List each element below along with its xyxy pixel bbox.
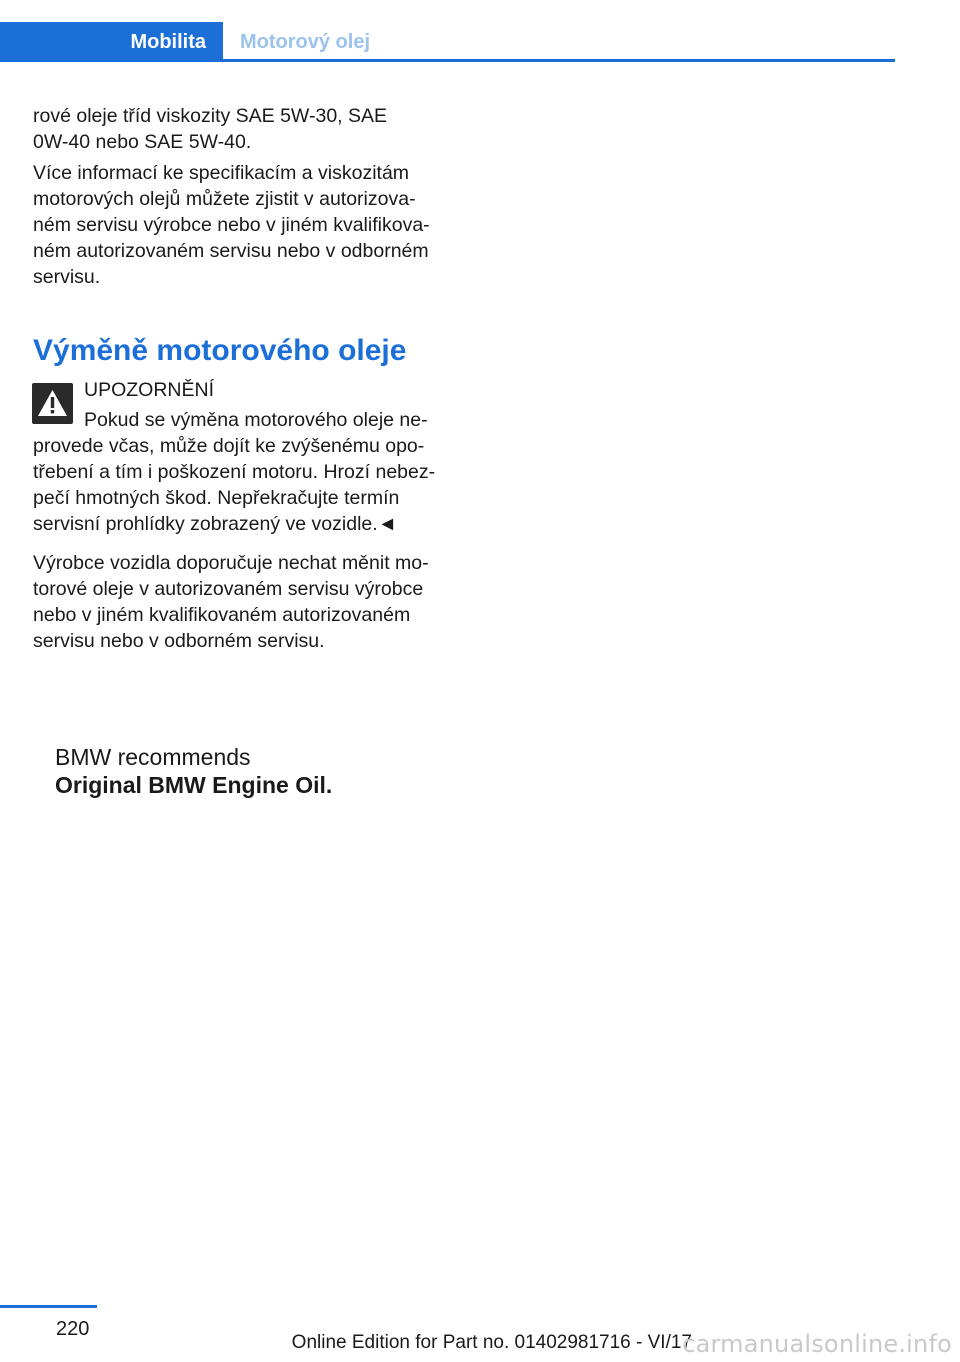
bmw-engine-oil-line: Original BMW Engine Oil. bbox=[55, 772, 333, 798]
page-header bbox=[0, 0, 895, 62]
page-number: 220 bbox=[56, 1318, 90, 1340]
header-tab-motorovy-olej: Motorový olej bbox=[240, 30, 371, 53]
footer-divider bbox=[0, 1305, 97, 1308]
warning-label: UPOZORNĚNÍ bbox=[84, 379, 215, 401]
edition-note: Online Edition for Part no. 01402981716 - VI/17 bbox=[291, 1332, 692, 1353]
bmw-recommends-line: BMW recommends bbox=[55, 744, 251, 770]
header-divider bbox=[0, 59, 895, 62]
warning-text: Pokud se výměna motorového oleje ne- provede včas, může dojít ke zvýšenému opo- třebení a tím i poškození motoru. Hrozí nebez- pečí hmotných škod. Nepřekračujte termín servisní prohlídky zobrazený ve vozidle.◄ bbox=[33, 409, 436, 535]
paragraph-more-info: Více informací ke specifikacím a viskozitám motorových olejů můžete zjistit v autorizova- ném servisu výrobce nebo v jiném kvalifikova- ném autorizovaném servisu nebo v odborném servisu. bbox=[33, 162, 430, 288]
header-tab-mobilita: Mobilita bbox=[0, 22, 223, 62]
paragraph-recommendation: Výrobce vozidla doporučuje nechat měnit mo- torové oleje v autorizovaném servisu výrobce nebo v jiném kvalifikovaném autorizovaném servisu nebo v odborném servisu. bbox=[33, 552, 429, 652]
paragraph-viscosity: rové oleje tříd viskozity SAE 5W-30, SAE 0W-40 nebo SAE 5W-40. bbox=[33, 105, 388, 153]
watermark: carmanualsonline.info bbox=[682, 1330, 952, 1358]
section-title: Výměně motorového oleje bbox=[33, 334, 407, 367]
